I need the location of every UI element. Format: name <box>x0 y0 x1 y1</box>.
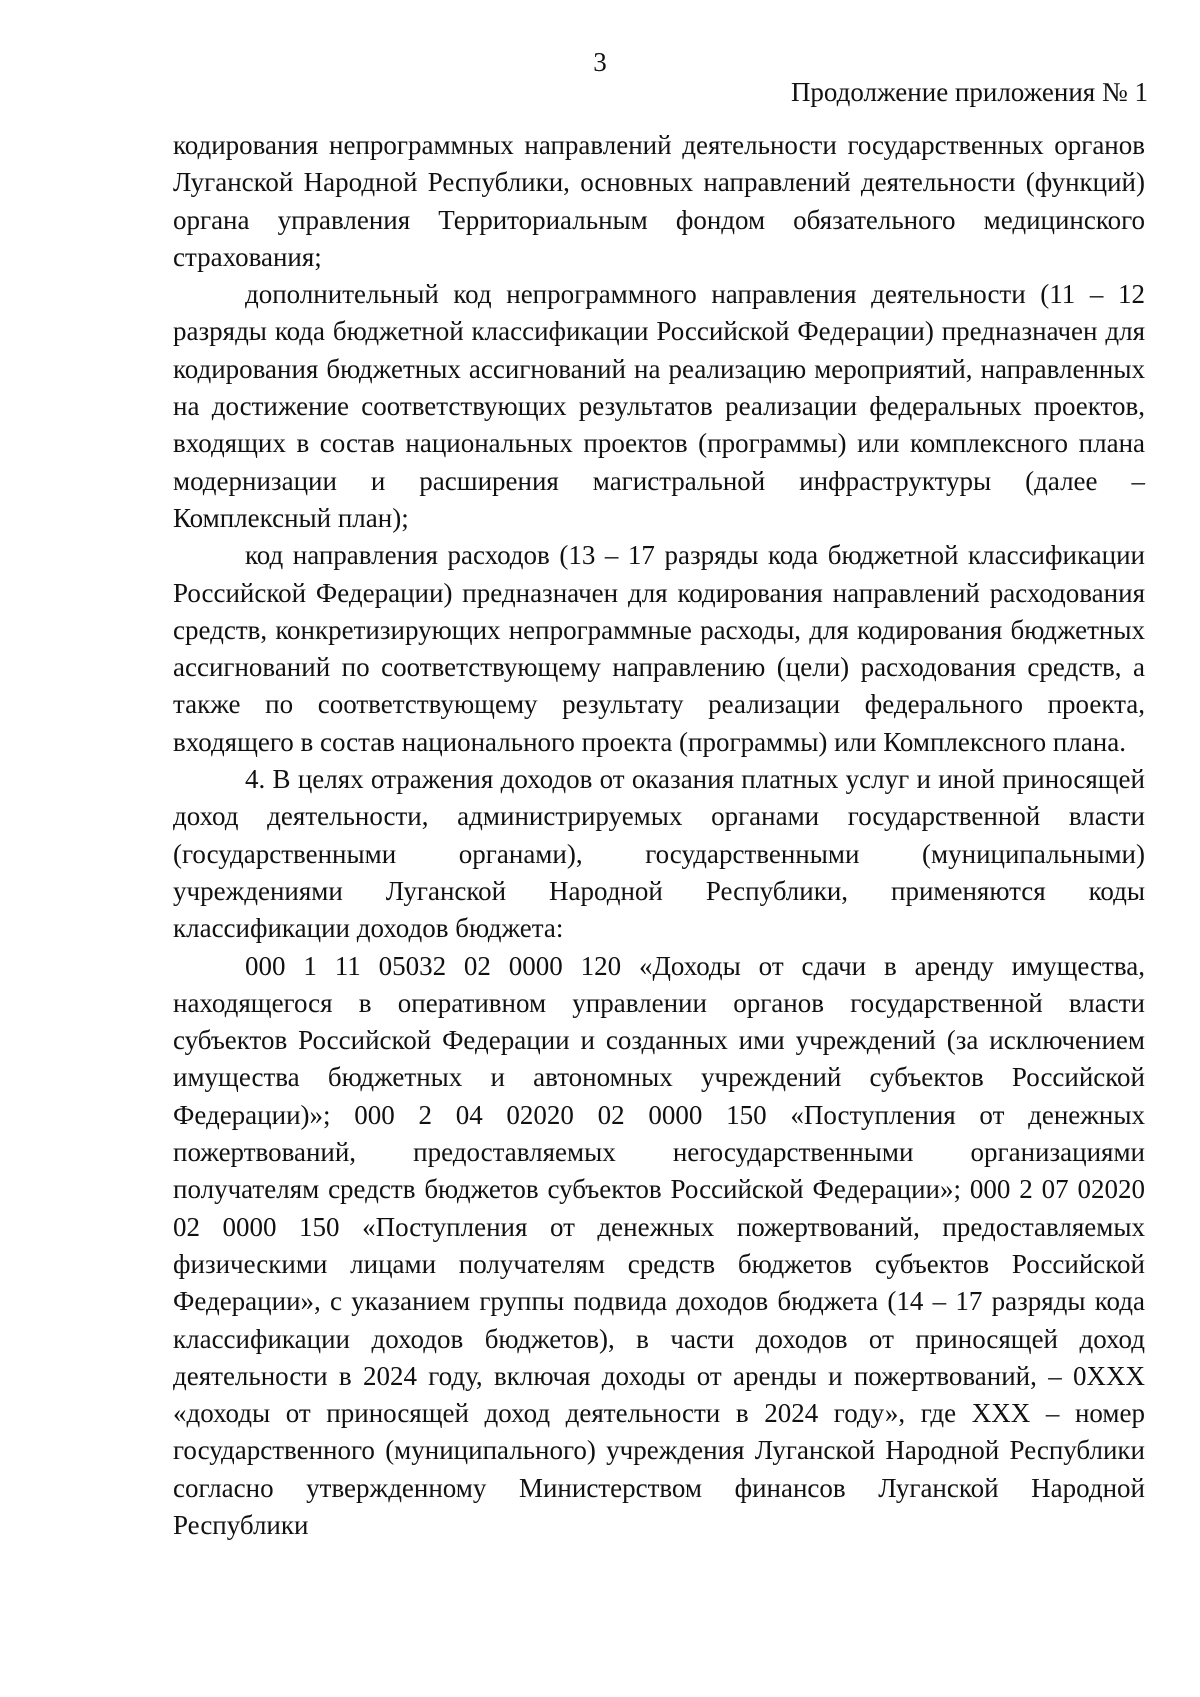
page-number: 3 <box>593 47 607 77</box>
paragraph-1: кодирования непрограммных направлений деятельности государственных органов Луганской Народной Республики, основных направлений деятельности (функций) органа управления Территориальным фондом обязательного медицинского страхования; <box>173 130 1145 272</box>
paragraph-5: 000 1 11 05032 02 0000 120 «Доходы от сдачи в аренду имущества, находящегося в оперативном управлении органов государственной власти субъектов Российской Федерации и созданных ими учреждений (за исключением имущества бюджетных и автономных учреждений субъектов Российской Федерации)»; 000 2 04 02020 02 0000 150 «Поступления от денежных пожертвований, предоставляемых негосударственными организациями получателям средств бюджетов субъектов Российской Федерации»; 000 2 07 02020 02 0000 150 «Поступления от денежных пожертвований, предоставляемых физическими лицами получателям средств бюджетов субъектов Российской Федерации», с указанием группы подвида доходов бюджета (14 – 17 разряды кода классификации доходов бюджетов), в части доходов от приносящей доход деятельности в 2024 году, включая доходы от аренды и пожертвований, – 0ХХХ «доходы от приносящей доход деятельности в 2024 году», где ХХХ – номер государственного (муниципального) учреждения Луганской Народной Республики согласно утвержденному Министерством финансов Луганской Народной Республики <box>173 950 1145 1540</box>
paragraph-3: код направления расходов (13 – 17 разряды кода бюджетной классификации Российской Федерации) предназначен для кодирования направлений расходования средств, конкретизирующих непрограммные расходы, для кодирования бюджетных ассигнований по соответствующему направлению (цели) расходования средств, а также по соответствующему результату реализации федерального проекта, входящего в состав национального проекта (программы) или Комплексного плана. <box>173 540 1145 757</box>
paragraph-4: 4. В целях отражения доходов от оказания платных услуг и иной приносящей доход деятельности, администрируемых органами государственной власти (государственными органами), государственными (муниципальными) учреждениями Луганской Народной Республики, применяются коды классификации доходов бюджета: <box>173 764 1145 944</box>
document-body <box>173 127 1145 1544</box>
appendix-continuation-note: Продолжение приложения № 1 <box>790 77 1148 107</box>
paragraph-2: дополнительный код непрограммного направления деятельности (11 – 12 разряды кода бюджетной классификации Российской Федерации) предназначен для кодирования бюджетных ассигнований на реализацию мероприятий, направленных на достижение соответствующих результатов реализации федеральных проектов, входящих в состав национальных проектов (программы) или комплексного плана модернизации и расширения магистральной инфраструктуры (далее – Комплексный план); <box>173 279 1145 533</box>
